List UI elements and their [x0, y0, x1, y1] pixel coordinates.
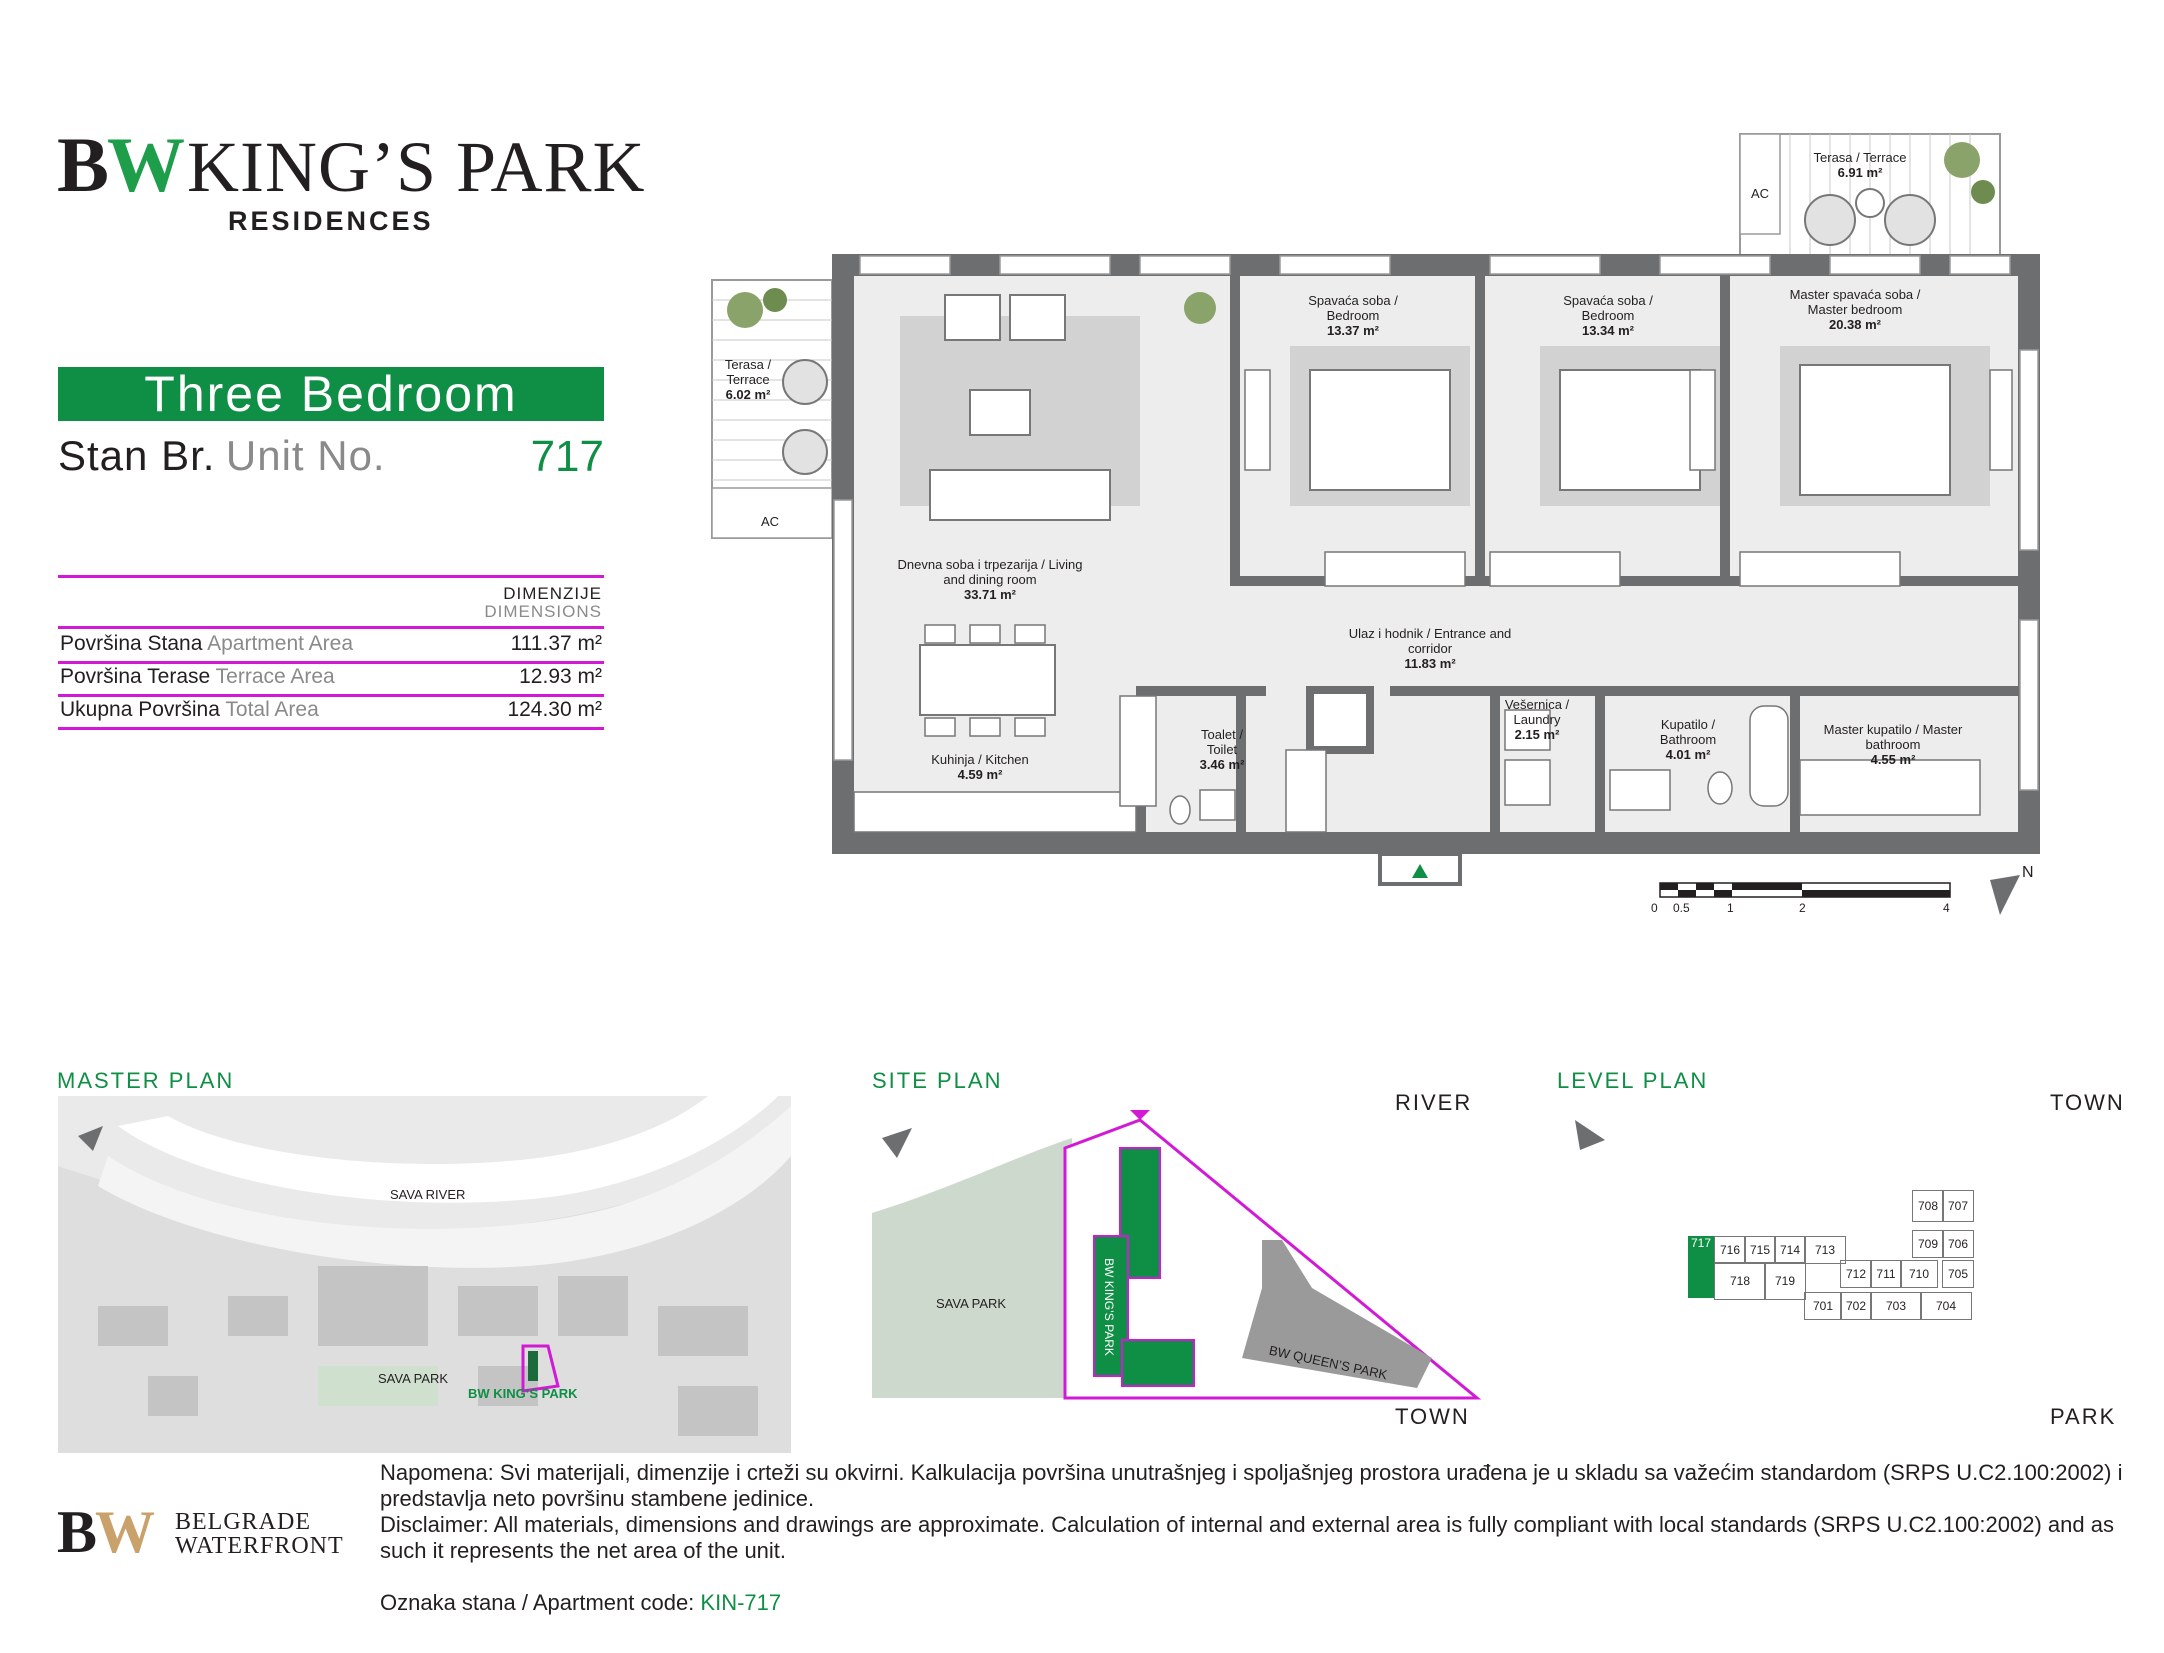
site-plan-map: [872, 1108, 1492, 1408]
service-shaft: [1310, 690, 1370, 750]
toilet-icon: [1170, 796, 1190, 824]
armchair-icon: [945, 295, 1000, 340]
room-label-master-bedroom: [1770, 287, 1940, 332]
level-unit: [1744, 1236, 1776, 1264]
room-label-master-bathroom: [1818, 722, 1968, 767]
apartment-code-label: Oznaka stana / Apartment code:: [380, 1590, 695, 1615]
chair-icon: [783, 430, 827, 474]
unit-number: 709: [1917, 1237, 1939, 1251]
level-unit: [1840, 1292, 1872, 1320]
site-marker-icon: [1130, 1110, 1150, 1120]
level-plan-top-label: TOWN: [2050, 1090, 2125, 1115]
unit-number: 706: [1947, 1237, 1969, 1251]
scale-tick-label: 4: [1943, 901, 1950, 915]
level-unit: [1942, 1190, 1974, 1222]
level-unit: [1912, 1230, 1944, 1258]
plant-icon: [1971, 180, 1995, 204]
room-label-corridor: [1340, 626, 1520, 671]
room-name: Kuhinja / Kitchen: [931, 752, 1029, 767]
level-unit: [1870, 1292, 1922, 1320]
room-area: 4.55 m²: [1870, 752, 1916, 767]
scale-tick-label: 1: [1727, 901, 1734, 915]
level-unit-717: [1688, 1236, 1714, 1298]
level-unit: [1920, 1292, 1972, 1320]
park-area: [872, 1138, 1072, 1398]
toilet-icon: [1708, 772, 1732, 804]
brand-logo-sub: RESIDENCES: [228, 206, 434, 236]
room-label-ac: [752, 514, 788, 529]
room-label-bathroom: [1643, 717, 1733, 762]
dimension-value: 12.93 m²: [519, 665, 602, 688]
dimensions-rule-3: [58, 694, 604, 697]
unit-label-sr: Stan Br.: [58, 432, 216, 479]
level-unit: [1774, 1236, 1806, 1264]
room-label-living: [895, 557, 1085, 602]
unit-number: 702: [1845, 1299, 1867, 1313]
dimensions-header-sr: DIMENZIJE: [503, 584, 602, 603]
north-arrow-icon: [1565, 1110, 1615, 1160]
north-arrow-icon: [1990, 875, 2020, 915]
level-unit: [1804, 1292, 1842, 1320]
dimension-value: 111.37 m²: [510, 632, 602, 655]
unit-number: 710: [1908, 1267, 1930, 1281]
room-area: 4.59 m²: [957, 767, 1003, 782]
dimensions-header-en: DIMENSIONS: [484, 602, 602, 621]
kings-building: [1122, 1340, 1194, 1386]
room-label-laundry: [1497, 697, 1577, 742]
scale-tick-label: 2: [1799, 901, 1806, 915]
dimension-label-sr: Ukupna Površina: [60, 698, 220, 721]
chair-icon: [1805, 195, 1855, 245]
unit-number: 715: [1749, 1243, 1771, 1257]
disclaimer-en: Disclaimer: All materials, dimensions and drawings are approximate. Calculation of internal and external area is fully compliant with local standards (SRPS U.C2.100:2002) and as such it represents the net area of the unit.: [380, 1512, 2114, 1563]
chair-icon: [783, 360, 827, 404]
dimensions-rule-2: [58, 661, 604, 664]
room-area: 4.01 m²: [1665, 747, 1711, 762]
room-area: 11.83 m²: [1404, 656, 1456, 671]
unit-number: 708: [1917, 1199, 1939, 1213]
footer-logo: [57, 1498, 153, 1567]
brand-logo-name: KING’S PARK: [187, 127, 646, 207]
kitchen-counter: [854, 792, 1136, 832]
brand-logo: [57, 120, 645, 210]
footer-logo-mark: BW: [57, 1499, 154, 1565]
room-name: AC: [1750, 186, 1770, 201]
room-name: Ulaz i hodnik / Entrance and corridor: [1348, 626, 1512, 656]
room-name: Dnevna soba i trpezarija / Living and dining room: [897, 557, 1083, 587]
room-label-kitchen: [895, 752, 1065, 782]
footer-logo-text: [175, 1510, 344, 1558]
master-plan-river-label: SAVA RIVER: [390, 1187, 466, 1202]
wardrobe-icon: [1325, 552, 1465, 586]
bed-icon: [1800, 365, 1950, 495]
room-area: 13.34 m²: [1581, 323, 1635, 338]
room-label-terrace-top: [1800, 150, 1920, 180]
site-building: [528, 1351, 538, 1381]
dimension-label-en: Total Area: [225, 698, 319, 721]
room-area: 6.02 m²: [725, 387, 771, 402]
desk-icon: [1245, 370, 1270, 470]
room-name: Master kupatilo / Master bathroom: [1823, 722, 1963, 752]
unit-number-row: [58, 432, 604, 482]
room-label-terrace-left: [710, 357, 786, 402]
level-unit: [1840, 1260, 1872, 1288]
dimension-label: [60, 632, 353, 656]
room-name: Master spavaća soba / Master bedroom: [1789, 287, 1921, 317]
room-name: Spavaća soba / Bedroom: [1308, 293, 1398, 323]
unit-number: 701: [1812, 1299, 1834, 1313]
room-name: Kupatilo / Bathroom: [1659, 717, 1717, 747]
room-name: Vešernica / Laundry: [1504, 697, 1570, 727]
room-name: Spavaća soba / Bedroom: [1563, 293, 1653, 323]
wardrobe-icon: [1490, 552, 1620, 586]
unit-number: 713: [1814, 1243, 1836, 1257]
apartment-code-row: [380, 1590, 781, 1616]
dimension-label-sr: Površina Terase: [60, 665, 211, 688]
level-unit: [1764, 1262, 1806, 1300]
table-icon: [1856, 189, 1884, 217]
unit-number: 705: [1947, 1267, 1969, 1281]
room-name: AC: [760, 514, 780, 529]
master-plan-park-label: SAVA PARK: [378, 1371, 449, 1386]
dimensions-bottom-rule: [58, 727, 604, 730]
dimensions-rule-1: [58, 626, 604, 629]
dryer-icon: [1505, 760, 1550, 805]
footer-logo-line1: BELGRADE: [175, 1509, 311, 1535]
room-area: 6.91 m²: [1837, 165, 1883, 180]
footer-logo-line2: WATERFRONT: [175, 1533, 344, 1559]
level-unit: [1714, 1236, 1746, 1264]
unit-type-banner: [58, 367, 604, 421]
master-plan-map: [58, 1096, 791, 1453]
room-label-ac: [1742, 186, 1778, 201]
unit-number: 717: [530, 432, 604, 481]
site-plan-park-label: SAVA PARK: [936, 1296, 1007, 1311]
sink-icon: [1200, 790, 1235, 820]
coffee-table: [970, 390, 1030, 435]
unit-number: 703: [1885, 1299, 1907, 1313]
plant-icon: [763, 288, 787, 312]
unit-number: 712: [1845, 1267, 1867, 1281]
level-unit: [1912, 1190, 1944, 1222]
plant-icon: [1944, 142, 1980, 178]
room-area: 3.46 m²: [1199, 757, 1245, 772]
unit-label-en: Unit No.: [225, 432, 386, 479]
level-unit: [1900, 1260, 1938, 1288]
site-plan-kings-label: BW KING’S PARK: [1101, 1258, 1116, 1356]
bed-icon: [1560, 370, 1700, 490]
dining-table: [920, 645, 1055, 715]
dimensions-top-rule: [58, 575, 604, 578]
sink-icon: [1610, 770, 1670, 810]
unit-number: 714: [1779, 1243, 1801, 1257]
room-label-bedroom-2: [1538, 293, 1678, 338]
unit-number: 704: [1935, 1299, 1957, 1313]
north-label: N: [2022, 864, 2034, 881]
plant-icon: [727, 292, 763, 328]
armchair-icon: [1010, 295, 1065, 340]
unit-number: 707: [1947, 1199, 1969, 1213]
room-area: 13.37 m²: [1326, 323, 1380, 338]
level-plan-bottom-label: PARK: [2050, 1404, 2117, 1429]
chair-icon: [1885, 195, 1935, 245]
dimension-label-sr: Površina Stana: [60, 632, 203, 655]
brand-logo-mark: BW: [57, 121, 184, 208]
level-unit: [1714, 1262, 1766, 1300]
room-area: 33.71 m²: [963, 587, 1017, 602]
scale-tick-label: 0.5: [1673, 901, 1690, 915]
room-label-bedroom-1: [1283, 293, 1423, 338]
storage-icon: [1286, 750, 1326, 832]
level-plan-map: [1680, 1180, 2040, 1330]
level-unit: [1870, 1260, 1902, 1288]
level-unit: [1942, 1230, 1974, 1258]
desk-icon: [1690, 370, 1715, 470]
floor-plan: [700, 120, 2060, 940]
scale-bar: [1660, 883, 1950, 897]
dimension-label: [60, 698, 319, 722]
bed-icon: [1310, 370, 1450, 490]
level-plan-title: LEVEL PLAN: [1557, 1068, 1709, 1093]
room-name: Toalet / Toilet: [1201, 727, 1243, 757]
wardrobe-icon: [1740, 552, 1900, 586]
room-area: 20.38 m²: [1828, 317, 1882, 332]
room-name: Terasa / Terrace: [1813, 150, 1907, 165]
level-unit: [1942, 1260, 1974, 1288]
bathtub-icon: [1750, 706, 1788, 806]
room-label-toilet: [1187, 727, 1257, 772]
dimension-label-en: Terrace Area: [215, 665, 335, 688]
unit-type-text: Three Bedroom: [144, 366, 518, 422]
unit-number: 718: [1729, 1274, 1751, 1288]
desk-icon: [1990, 370, 2012, 470]
master-plan-title: MASTER PLAN: [57, 1068, 235, 1093]
unit-number: 711: [1876, 1267, 1896, 1281]
site-plan-title: SITE PLAN: [872, 1068, 1003, 1093]
dimension-label: [60, 665, 335, 689]
unit-number: 719: [1774, 1274, 1796, 1288]
unit-number: 716: [1719, 1243, 1741, 1257]
dimensions-header: [400, 585, 602, 621]
site-plan-queens-label: BW QUEEN’S PARK: [1267, 1342, 1389, 1383]
unit-number: 717: [1690, 1236, 1712, 1250]
fridge-icon: [1120, 696, 1156, 806]
dimension-label-en: Apartment Area: [207, 632, 354, 655]
site-plan-top-label: RIVER: [1395, 1090, 1473, 1115]
plant-icon: [1184, 292, 1216, 324]
master-plan-site-label: BW KING’S PARK: [468, 1386, 578, 1401]
sofa-icon: [930, 470, 1110, 520]
double-sink-icon: [1800, 760, 1980, 815]
scale-tick-label: 0: [1651, 901, 1658, 915]
room-area: 2.15 m²: [1514, 727, 1560, 742]
dimension-value: 124.30 m²: [507, 698, 602, 721]
site-plan-bottom-label: TOWN: [1395, 1404, 1470, 1429]
north-arrow-icon: [882, 1128, 912, 1158]
room-name: Terasa / Terrace: [724, 357, 772, 387]
apartment-code-value: KIN-717: [700, 1590, 782, 1615]
disclaimer-sr: Napomena: Svi materijali, dimenzije i crteži su okvirni. Kalkulacija površina unutrašnjeg i spoljašnjeg prostora urađena je u skladu sa važećim standardom (SRPS U.C2.100:2002) i predstavlja neto površinu stambene jedinice.: [380, 1460, 2123, 1511]
